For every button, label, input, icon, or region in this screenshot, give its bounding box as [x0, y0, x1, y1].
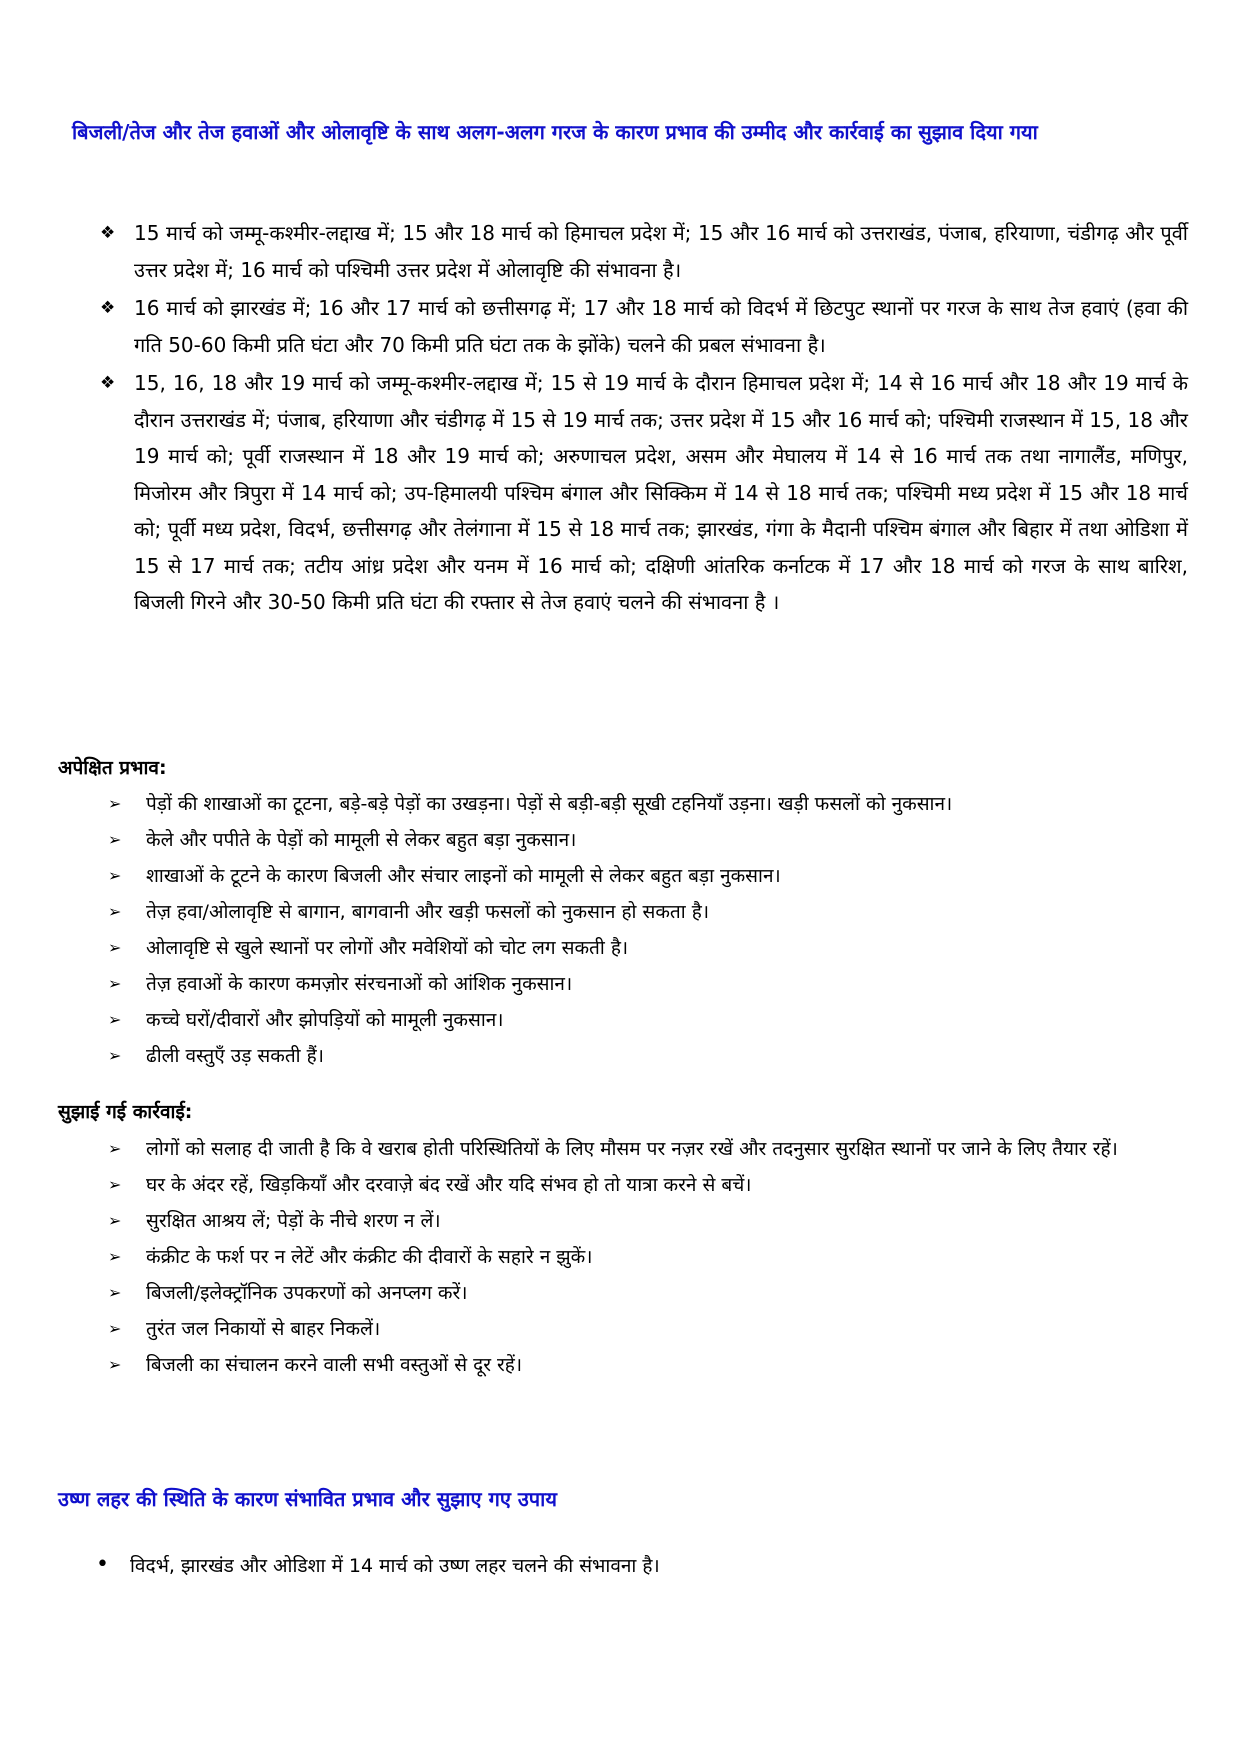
arrow-bullet-icon: ➢	[108, 1319, 122, 1338]
list-item-text: ढीली वस्तुएँ उड़ सकती हैं।	[146, 1045, 324, 1067]
list-item-text: 16 मार्च को झारखंड में; 16 और 17 मार्च को छत्तीसगढ़ में; 17 और 18 मार्च को विदर्भ में छिटपुट स्थानों पर गरज के साथ तेज हवाएं (हवा की गति 50-60 किमी प्रति घंटा और 70 किमी प्रति घंटा तक के झोंके) चलने की प्रबल संभावना है।	[134, 296, 1188, 357]
list-item	[108, 1167, 1188, 1203]
list-item-text: कंक्रीट के फर्श पर न लेटें और कंक्रीट की दीवारों के सहारे न झुकें।	[146, 1246, 593, 1268]
list-item-text: घर के अंदर रहें, खिड़कियाँ और दरवाज़े बंद रखें और यदि संभव हो तो यात्रा करने से बचें।	[146, 1174, 752, 1196]
list-item	[108, 1347, 1188, 1383]
arrow-bullet-icon: ➢	[108, 1211, 122, 1230]
arrow-bullet-icon: ➢	[108, 1175, 122, 1194]
list-item-text: केले और पपीते के पेड़ों को मामूली से लेकर बहुत बड़ा नुकसान।	[146, 829, 577, 851]
list-item	[108, 1311, 1188, 1347]
list-item-text: बिजली/इलेक्ट्रॉनिक उपकरणों को अनप्लग करें।	[146, 1282, 468, 1304]
list-item-text: ओलावृष्टि से खुले स्थानों पर लोगों और मवेशियों को चोट लग सकती है।	[146, 937, 629, 959]
actions-list	[108, 1131, 1188, 1383]
diamond-bullet-icon: ❖	[100, 223, 116, 243]
list-item	[108, 1239, 1188, 1275]
list-item	[96, 1548, 1176, 1584]
list-item	[108, 1275, 1188, 1311]
thunderstorm-forecast-list	[100, 215, 1188, 623]
arrow-bullet-icon: ➢	[108, 1010, 122, 1029]
diamond-bullet-icon: ❖	[100, 373, 116, 393]
arrow-bullet-icon: ➢	[108, 902, 122, 921]
arrow-bullet-icon: ➢	[108, 1283, 122, 1302]
arrow-bullet-icon: ➢	[108, 1139, 122, 1158]
list-item	[108, 1002, 1188, 1038]
list-item	[108, 1203, 1188, 1239]
arrow-bullet-icon: ➢	[108, 794, 122, 813]
impacts-list	[108, 786, 1188, 1074]
list-item	[108, 858, 1188, 894]
impacts-heading: अपेक्षित प्रभाव:	[58, 757, 167, 779]
list-item	[108, 1038, 1188, 1074]
list-item	[108, 966, 1188, 1002]
arrow-bullet-icon: ➢	[108, 974, 122, 993]
arrow-bullet-icon: ➢	[108, 1046, 122, 1065]
list-item-text: लोगों को सलाह दी जाती है कि वे खराब होती परिस्थितियों के लिए मौसम पर नज़र रखें और तदनुसार सुरक्षित स्थानों पर जाने के लिए तैयार रहें।	[146, 1138, 1118, 1160]
list-item-text: शाखाओं के टूटने के कारण बिजली और संचार लाइनों को मामूली से लेकर बहुत बड़ा नुकसान।	[146, 865, 781, 887]
list-item-text: सुरक्षित आश्रय लें; पेड़ों के नीचे शरण न लें।	[146, 1210, 441, 1232]
arrow-bullet-icon: ➢	[108, 866, 122, 885]
list-item	[100, 215, 1188, 288]
list-item	[100, 365, 1188, 621]
list-item	[108, 1131, 1188, 1167]
actions-heading: सुझाई गई कार्रवाई:	[58, 1101, 193, 1123]
list-item	[108, 822, 1188, 858]
heatwave-heading: उष्ण लहर की स्थिति के कारण संभावित प्रभाव और सुझाए गए उपाय	[58, 1487, 557, 1511]
list-item-text: बिजली का संचालन करने वाली सभी वस्तुओं से दूर रहें।	[146, 1354, 523, 1376]
list-item-text: 15, 16, 18 और 19 मार्च को जम्मू-कश्मीर-लद्दाख में; 15 से 19 मार्च के दौरान हिमाचल प्रदेश में; 14 से 16 मार्च और 18 और 19 मार्च के दौरान उत्तराखंड में; पंजाब, हरियाणा और चंडीगढ़ में 15 से 19 मार्च तक; उत्तर प्रदेश में 15 और 16 मार्च को; पश्चिमी राजस्थान में 15, 18 और 19 मार्च को; पूर्वी राजस्थान में 18 और 19 मार्च को; अरुणाचल प्रदेश, असम और मेघालय में 14 से 16 मार्च तक तथा नागालैंड, मणिपुर, मिजोरम और त्रिपुरा में 14 मार्च को; उप-हिमालयी पश्चिम बंगाल और सिक्किम में 14 से 18 मार्च तक; पश्चिमी मध्य प्रदेश में 15 और 18 मार्च को; पूर्वी मध्य प्रदेश, विदर्भ, छत्तीसगढ़ और तेलंगाना में 15 से 18 मार्च तक; झारखंड, गंगा के मैदानी पश्चिम बंगाल और बिहार में तथा ओडिशा में 15 से 17 मार्च तक; तटीय आंध्र प्रदेश और यनम में 16 मार्च को; दक्षिणी आंतरिक कर्नाटक में 17 और 18 मार्च को गरज के साथ बारिश, बिजली गिरने और 30-50 किमी प्रति घंटा की रफ्तार से तेज हवाएं चलने की संभावना है ।	[134, 371, 1189, 614]
list-item-text: पेड़ों की शाखाओं का टूटना, बड़े-बड़े पेड़ों का उखड़ना। पेड़ों से बड़ी-बड़ी सूखी टहनियाँ उड़ना। खड़ी फसलों को नुकसान।	[146, 793, 953, 815]
list-item	[108, 894, 1188, 930]
arrow-bullet-icon: ➢	[108, 1355, 122, 1374]
list-item-text: विदर्भ, झारखंड और ओडिशा में 14 मार्च को उष्ण लहर चलने की संभावना है।	[130, 1555, 660, 1577]
list-item-text: तुरंत जल निकायों से बाहर निकलें।	[146, 1318, 381, 1340]
list-item	[108, 930, 1188, 966]
arrow-bullet-icon: ➢	[108, 830, 122, 849]
list-item-text: तेज़ हवा/ओलावृष्टि से बागान, बागवानी और खड़ी फसलों को नुकसान हो सकता है।	[146, 901, 710, 923]
heatwave-list	[96, 1548, 1176, 1584]
list-item-text: कच्चे घरों/दीवारों और झोपड़ियों को मामूली नुकसान।	[146, 1009, 504, 1031]
list-item-text: तेज़ हवाओं के कारण कमज़ोर संरचनाओं को आंशिक नुकसान।	[146, 973, 573, 995]
thunderstorm-heading: बिजली/तेज और तेज हवाओं और ओलावृष्टि के साथ अलग-अलग गरज के कारण प्रभाव की उम्मीद और कार्रवाई का सुझाव दिया गया	[72, 120, 1038, 144]
arrow-bullet-icon: ➢	[108, 1247, 122, 1266]
arrow-bullet-icon: ➢	[108, 938, 122, 957]
list-item-text: 15 मार्च को जम्मू-कश्मीर-लद्दाख में; 15 और 18 मार्च को हिमाचल प्रदेश में; 15 और 16 मार्च को उत्तराखंड, पंजाब, हरियाणा, चंडीगढ़ और पूर्वी उत्तर प्रदेश में; 16 मार्च को पश्चिमी उत्तर प्रदेश में ओलावृष्टि की संभावना है।	[134, 221, 1188, 282]
list-item	[100, 290, 1188, 363]
dot-bullet-icon: •	[96, 1552, 109, 1577]
list-item	[108, 786, 1188, 822]
diamond-bullet-icon: ❖	[100, 298, 116, 318]
